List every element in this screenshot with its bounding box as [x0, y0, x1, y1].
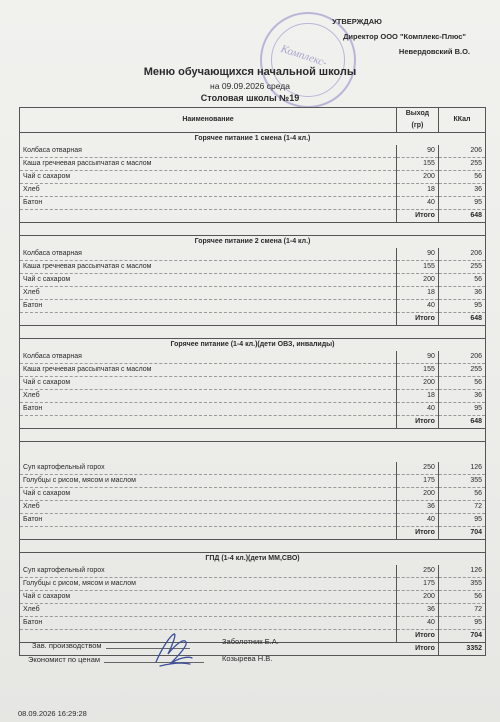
- section-total-row: [20, 210, 486, 223]
- dish-output: 40: [396, 514, 438, 527]
- role-economist: Экономист по ценам: [28, 655, 101, 664]
- dish-output: 90: [396, 248, 438, 261]
- section-gap: [20, 429, 486, 442]
- total-value: 648: [438, 210, 485, 223]
- dish-name: Каша гречневая рассыпчатая с маслом: [20, 261, 397, 274]
- table-row: [20, 390, 486, 403]
- dish-kcal: 56: [438, 591, 485, 604]
- section-total-row: [20, 416, 486, 429]
- dish-name: Колбаса отварная: [20, 248, 397, 261]
- dish-kcal: 95: [438, 197, 485, 210]
- grand-total-label: Итого: [396, 643, 438, 656]
- section-title: ГПД (1-4 кл.)(дети ММ,СВО): [20, 553, 486, 566]
- table-row: [20, 364, 486, 377]
- dish-output: 40: [396, 300, 438, 313]
- dish-kcal: 355: [438, 578, 485, 591]
- section-spacer: [20, 442, 486, 463]
- dish-kcal: 56: [438, 274, 485, 287]
- dish-name: Хлеб: [20, 184, 397, 197]
- dish-output: 200: [396, 274, 438, 287]
- table-header: [20, 108, 486, 133]
- table-row: [20, 248, 486, 261]
- table-row: [20, 287, 486, 300]
- dish-output: 18: [396, 184, 438, 197]
- director-title: Директор ООО "Комплекс-Плюс": [343, 32, 466, 41]
- dish-name: Батон: [20, 514, 397, 527]
- dish-kcal: 95: [438, 514, 485, 527]
- dish-output: 200: [396, 488, 438, 501]
- total-value: 648: [438, 416, 485, 429]
- dish-kcal: 56: [438, 171, 485, 184]
- dish-output: 36: [396, 604, 438, 617]
- dish-kcal: 36: [438, 287, 485, 300]
- section-gap: [20, 540, 486, 553]
- section-total-row: [20, 527, 486, 540]
- dish-output: 40: [396, 617, 438, 630]
- dish-output: 250: [396, 565, 438, 578]
- dish-output: 175: [396, 578, 438, 591]
- table-row: [20, 351, 486, 364]
- dish-output: 18: [396, 390, 438, 403]
- dish-name: Чай с сахаром: [20, 274, 397, 287]
- total-value: 704: [438, 630, 485, 643]
- dish-name: Колбаса отварная: [20, 145, 397, 158]
- dish-output: 40: [396, 197, 438, 210]
- dish-name: Батон: [20, 197, 397, 210]
- section-header: [20, 553, 486, 566]
- dish-kcal: 126: [438, 462, 485, 475]
- total-label: Итого: [396, 630, 438, 643]
- page-title: Меню обучающихся начальной школы: [143, 66, 357, 78]
- dish-kcal: 36: [438, 184, 485, 197]
- dish-output: 90: [396, 145, 438, 158]
- table-row: [20, 617, 486, 630]
- table-row: [20, 475, 486, 488]
- section-header: [20, 133, 486, 146]
- table-row: [20, 462, 486, 475]
- dish-kcal: 355: [438, 475, 485, 488]
- name-production-head: Заболотник Е.А.: [222, 637, 279, 646]
- handwritten-signature: [150, 628, 196, 672]
- section-title: Горячее питание 2 смена (1-4 кл.): [20, 236, 486, 249]
- dish-output: 18: [396, 287, 438, 300]
- section-header: [20, 339, 486, 352]
- stamp-text: Комплекс-: [279, 42, 329, 70]
- approve-word: УТВЕРЖДАЮ: [332, 17, 382, 26]
- dish-kcal: 206: [438, 145, 485, 158]
- menu-date: на 09.09.2026 среда: [210, 81, 290, 91]
- dish-kcal: 95: [438, 300, 485, 313]
- menu-table: [19, 107, 486, 656]
- dish-name: Чай с сахаром: [20, 591, 397, 604]
- total-value: 648: [438, 313, 485, 326]
- dish-output: 40: [396, 403, 438, 416]
- dish-name: Чай с сахаром: [20, 377, 397, 390]
- table-row: [20, 403, 486, 416]
- dish-kcal: 95: [438, 403, 485, 416]
- dish-output: 175: [396, 475, 438, 488]
- dish-name: Батон: [20, 300, 397, 313]
- table-row: [20, 158, 486, 171]
- section-gap: [20, 326, 486, 339]
- dish-name: Каша гречневая рассыпчатая с маслом: [20, 158, 397, 171]
- dish-kcal: 95: [438, 617, 485, 630]
- dish-kcal: 36: [438, 390, 485, 403]
- approval-block: [266, 14, 470, 59]
- dish-kcal: 126: [438, 565, 485, 578]
- dish-name: Суп картофельный горох: [20, 462, 397, 475]
- dish-output: 155: [396, 364, 438, 377]
- section-title: Горячее питание 1 смена (1-4 кл.): [20, 133, 486, 146]
- dish-name: Чай с сахаром: [20, 171, 397, 184]
- dish-name: Хлеб: [20, 287, 397, 300]
- dish-output: 250: [396, 462, 438, 475]
- dish-kcal: 56: [438, 488, 485, 501]
- table-row: [20, 591, 486, 604]
- dish-kcal: 206: [438, 248, 485, 261]
- table-row: [20, 197, 486, 210]
- dish-output: 90: [396, 351, 438, 364]
- dish-name: Колбаса отварная: [20, 351, 397, 364]
- table-row: [20, 261, 486, 274]
- canteen-name: Столовая школы №19: [200, 93, 300, 103]
- dish-output: 200: [396, 591, 438, 604]
- total-label: Итого: [396, 527, 438, 540]
- dish-output: 200: [396, 171, 438, 184]
- column-name: Наименование: [20, 108, 397, 133]
- dish-output: 155: [396, 261, 438, 274]
- dish-kcal: 255: [438, 364, 485, 377]
- section-title: Горячее питание (1-4 кл.)(дети ОВЗ, инвалиды): [20, 339, 486, 352]
- dish-name: Каша гречневая рассыпчатая с маслом: [20, 364, 397, 377]
- dish-name: Голубцы с рисом, мясом и маслом: [20, 475, 397, 488]
- column-output: Выход (гр): [396, 108, 438, 133]
- dish-name: Хлеб: [20, 501, 397, 514]
- table-row: [20, 578, 486, 591]
- dish-name: Суп картофельный горох: [20, 565, 397, 578]
- grand-total-value: 3352: [438, 643, 485, 656]
- dish-kcal: 255: [438, 158, 485, 171]
- table-row: [20, 501, 486, 514]
- table-row: [20, 604, 486, 617]
- table-row: [20, 184, 486, 197]
- dish-name: Голубцы с рисом, мясом и маслом: [20, 578, 397, 591]
- dish-output: 200: [396, 377, 438, 390]
- dish-name: Чай с сахаром: [20, 488, 397, 501]
- table-row: [20, 514, 486, 527]
- name-economist: Козырева Н.В.: [222, 654, 273, 663]
- role-production-head: Зав. производством: [32, 641, 102, 650]
- total-label: Итого: [396, 416, 438, 429]
- section-gap: [20, 223, 486, 236]
- print-timestamp: 08.09.2026 16:29:28: [18, 709, 87, 718]
- table-row: [20, 565, 486, 578]
- dish-kcal: 72: [438, 501, 485, 514]
- table-row: [20, 171, 486, 184]
- table-row: [20, 274, 486, 287]
- dish-output: 36: [396, 501, 438, 514]
- section-header: [20, 236, 486, 249]
- total-label: Итого: [396, 210, 438, 223]
- dish-name: Батон: [20, 617, 397, 630]
- table-row: [20, 300, 486, 313]
- dish-name: Хлеб: [20, 390, 397, 403]
- table-row: [20, 145, 486, 158]
- dish-kcal: 56: [438, 377, 485, 390]
- column-kcal: ККал: [438, 108, 485, 133]
- dish-kcal: 206: [438, 351, 485, 364]
- table-row: [20, 377, 486, 390]
- director-name: Невердовский В.О.: [398, 47, 470, 56]
- dish-name: Хлеб: [20, 604, 397, 617]
- dish-output: 155: [396, 158, 438, 171]
- section-total-row: [20, 313, 486, 326]
- total-value: 704: [438, 527, 485, 540]
- total-label: Итого: [396, 313, 438, 326]
- menu-body: [20, 133, 486, 643]
- dish-kcal: 255: [438, 261, 485, 274]
- table-row: [20, 488, 486, 501]
- dish-kcal: 72: [438, 604, 485, 617]
- dish-name: Батон: [20, 403, 397, 416]
